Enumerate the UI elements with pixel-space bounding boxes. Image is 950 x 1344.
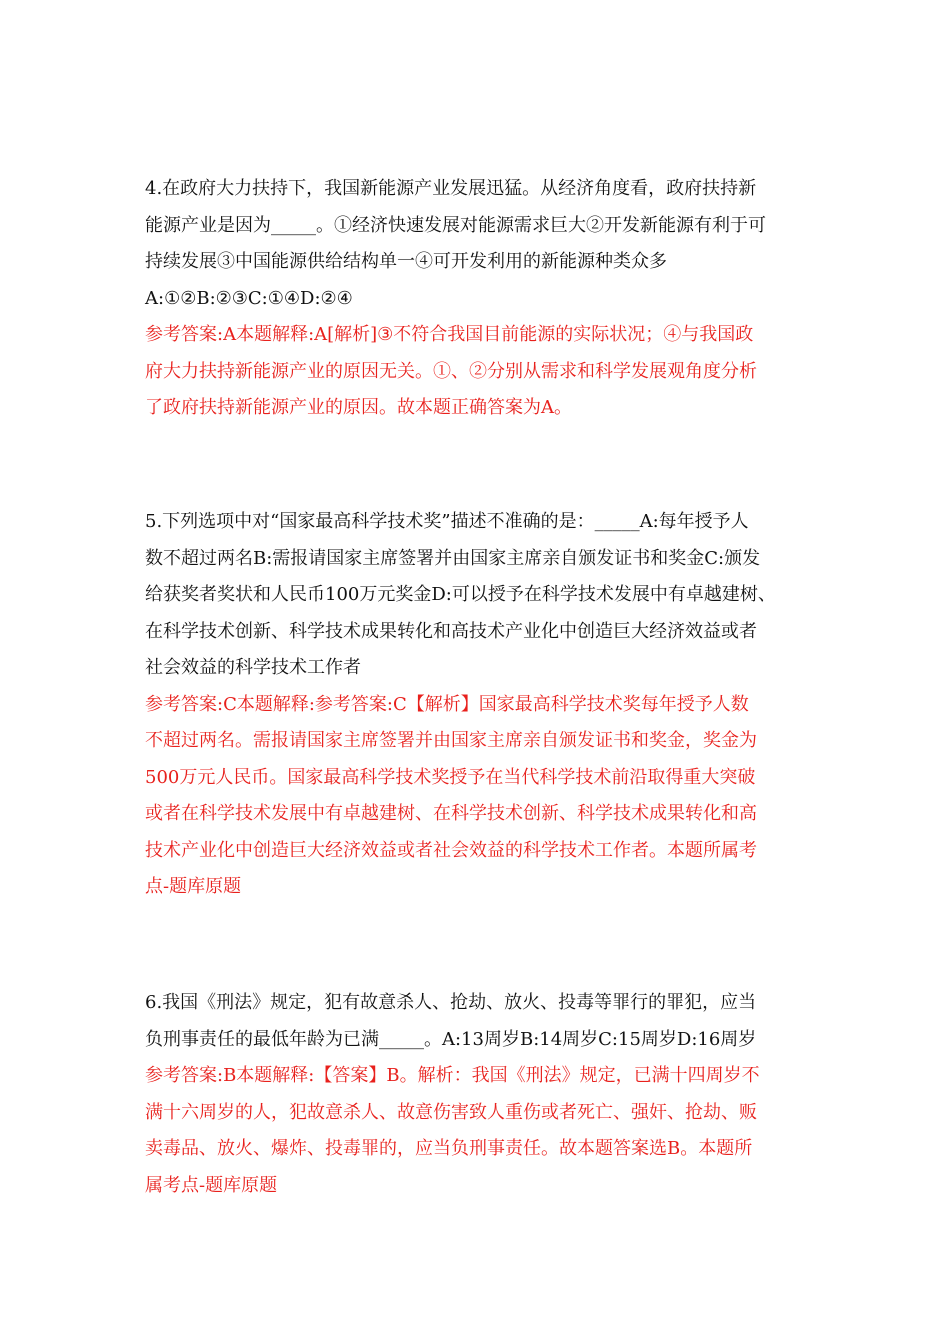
answer-explanation bbox=[145, 317, 810, 427]
question-line: 5.下列选项中对“国家最高科学技术奖”描述不准确的是：_____A:每年授予人 bbox=[145, 511, 749, 532]
question-line: 负刑事责任的最低年龄为已满_____。A:13周岁B:14周岁C:15周岁D:16周岁 bbox=[145, 1028, 757, 1050]
question-5 bbox=[145, 504, 810, 906]
answer-explanation bbox=[145, 687, 810, 906]
question-options: A:①②B:②③C:①④D:②④ bbox=[145, 287, 353, 309]
answer-line: 参考答案:C本题解释:参考答案:C【解析】国家最高科学技术奖每年授予人数 bbox=[145, 693, 749, 715]
question-4 bbox=[145, 171, 810, 427]
answer-line: 卖毒品、放火、爆炸、投毒罪的，应当负刑事责任。故本题答案选B。本题所 bbox=[145, 1138, 753, 1159]
question-line: 持续发展③中国能源供给结构单一④可开发利用的新能源种类众多 bbox=[145, 251, 667, 272]
question-stem bbox=[145, 171, 810, 317]
question-line: 4.在政府大力扶持下，我国新能源产业发展迅猛。从经济角度看，政府扶持新 bbox=[145, 178, 757, 199]
question-line: 在科学技术创新、科学技术成果转化和高技术产业化中创造巨大经济效益或者 bbox=[145, 620, 757, 642]
question-stem bbox=[145, 504, 810, 687]
question-line: 6.我国《刑法》规定，犯有故意杀人、抢劫、放火、投毒等罪行的罪犯，应当 bbox=[145, 992, 757, 1013]
answer-line: 参考答案:B本题解释:【答案】B。解析：我国《刑法》规定，已满十四周岁不 bbox=[145, 1065, 760, 1086]
question-line: 能源产业是因为_____。①经济快速发展对能源需求巨大②开发新能源有利于可 bbox=[145, 214, 766, 236]
answer-line: 不超过两名。需报请国家主席签署并由国家主席亲自颁发证书和奖金，奖金为 bbox=[145, 730, 757, 751]
answer-line: 属考点-题库原题 bbox=[145, 1174, 278, 1196]
question-line: 数不超过两名B:需报请国家主席签署并由国家主席亲自颁发证书和奖金C:颁发 bbox=[145, 547, 761, 569]
answer-line: 点-题库原题 bbox=[145, 876, 242, 897]
answer-line: 参考答案:A本题解释:A[解析]③不符合我国目前能源的实际状况；④与我国政 bbox=[145, 324, 754, 345]
question-6 bbox=[145, 985, 810, 1204]
answer-line: 技术产业化中创造巨大经济效益或者社会效益的科学技术工作者。本题所属考 bbox=[145, 839, 757, 861]
answer-explanation bbox=[145, 1058, 810, 1204]
answer-line: 满十六周岁的人，犯故意杀人、故意伤害致人重伤或者死亡、强奸、抢劫、贩 bbox=[145, 1101, 757, 1123]
answer-line: 府大力扶持新能源产业的原因无关。①、②分别从需求和科学发展观角度分析 bbox=[145, 360, 757, 382]
question-stem bbox=[145, 985, 810, 1058]
answer-line: 或者在科学技术发展中有卓越建树、在科学技术创新、科学技术成果转化和高 bbox=[145, 803, 757, 824]
answer-line: 了政府扶持新能源产业的原因。故本题正确答案为A。 bbox=[145, 397, 572, 418]
question-line: 社会效益的科学技术工作者 bbox=[145, 657, 361, 678]
question-line: 给获奖者奖状和人民币100万元奖金D:可以授予在科学技术发展中有卓越建树、 bbox=[145, 584, 776, 605]
answer-line: 500万元人民币。国家最高科学技术奖授予在当代科学技术前沿取得重大突破 bbox=[145, 766, 756, 788]
